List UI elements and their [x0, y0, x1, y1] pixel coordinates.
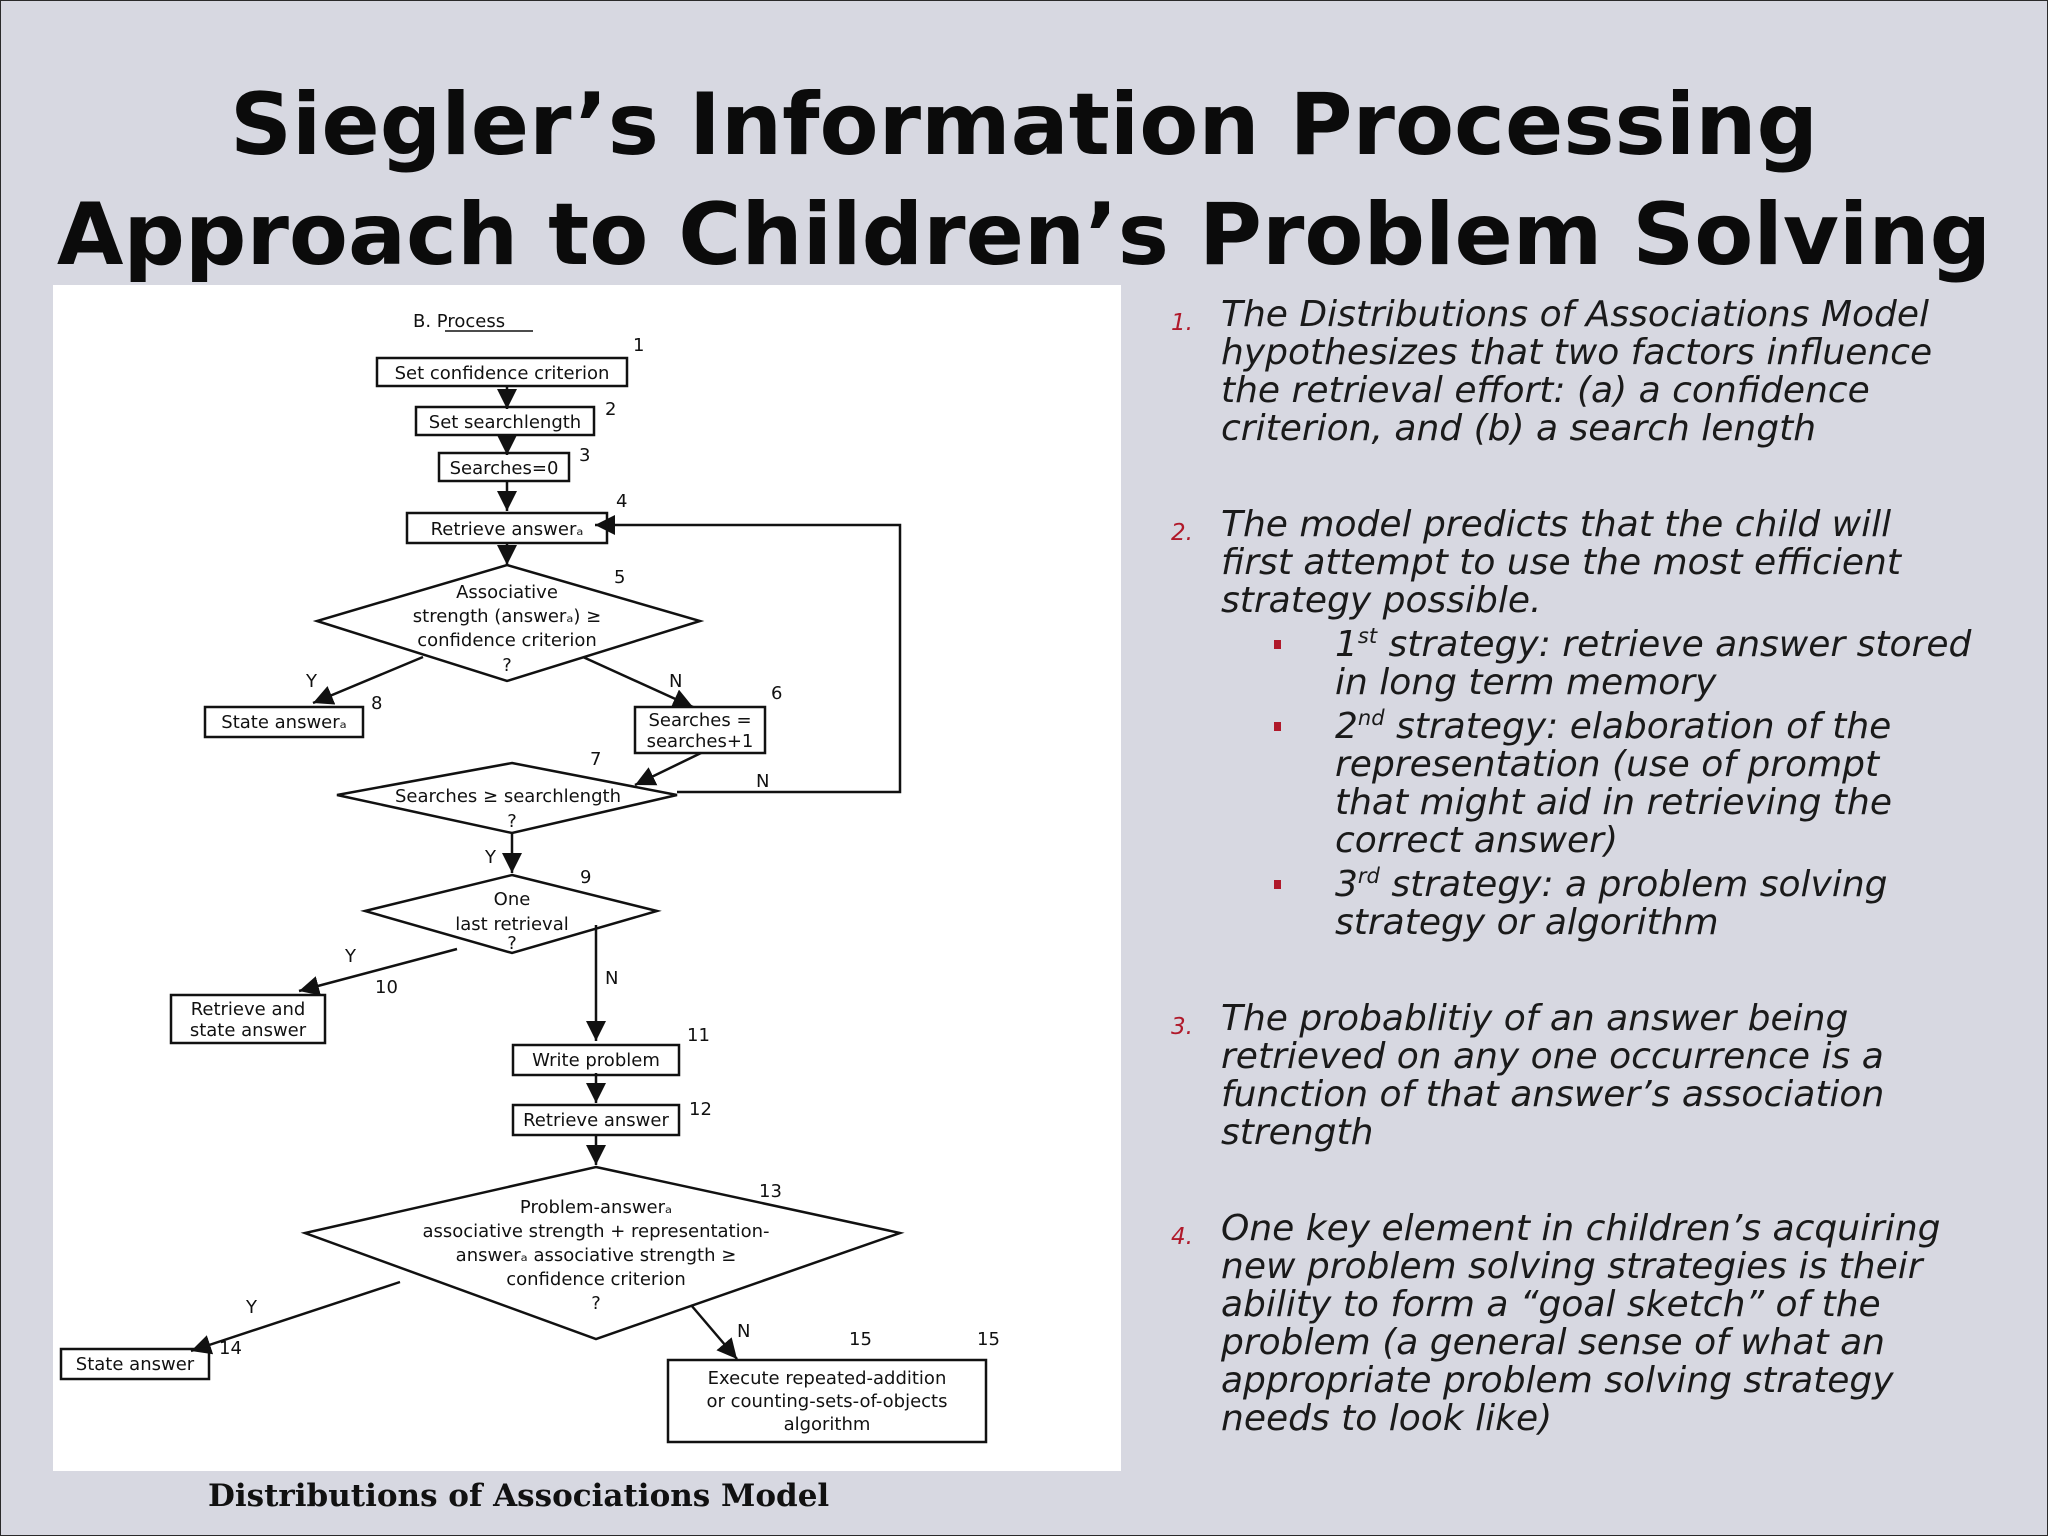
points-list	[1165, 296, 2005, 1438]
point-2	[1165, 506, 2005, 620]
strategy-1	[1165, 626, 2005, 702]
point-line: function of that answer’s association	[1221, 1074, 1885, 1115]
step-2-text: Set searchlength	[428, 412, 582, 433]
step-15-text-1: Execute repeated-addition	[707, 1368, 947, 1389]
point-line: criterion, and (b) a search length	[1221, 408, 1817, 449]
step-1-text: Set confidence criterion	[394, 363, 610, 384]
point-line: the retrieval effort: (a) a confidence	[1221, 370, 1870, 411]
step-13-text-3: answerₐ associative strength ≥	[455, 1245, 737, 1266]
strategy-line: that might aid in retrieving the	[1335, 782, 1892, 823]
point-line: appropriate problem solving strategy	[1221, 1360, 1894, 1401]
step-6-text-2: searches+1	[646, 731, 754, 752]
step-4-text: Retrieve answerₐ	[430, 519, 584, 540]
point-line: ability to form a “goal sketch” of the	[1221, 1284, 1881, 1325]
flowchart-figure	[53, 285, 1121, 1471]
strategy-line: strategy or algorithm	[1335, 902, 1719, 943]
step-8-text: State answerₐ	[221, 712, 347, 733]
point-line: new problem solving strategies is their	[1221, 1246, 1923, 1287]
step-13-text-1: Problem-answerₐ	[519, 1197, 673, 1218]
point-line: hypothesizes that two factors influence	[1221, 332, 1933, 373]
step-13-question: ?	[591, 1293, 601, 1314]
step-number-5: 5	[614, 567, 626, 588]
label-9-yes: Y	[345, 946, 356, 967]
figure-caption: Distributions of Associations Model	[208, 1478, 830, 1514]
connector-5-8	[313, 657, 423, 703]
point-4	[1165, 1210, 2005, 1438]
label-7-yes: Y	[485, 847, 496, 868]
label-13-yes: Y	[246, 1297, 257, 1318]
step-number-2: 2	[605, 399, 617, 420]
step-number-14: 14	[219, 1338, 242, 1359]
step-15-text-2: or counting-sets-of-objects	[706, 1391, 948, 1412]
point-line: The model predicts that the child will	[1221, 504, 1892, 545]
step-number-15a: 15	[849, 1329, 872, 1350]
label-13-no: N	[737, 1321, 751, 1342]
strategy-2	[1165, 708, 2005, 860]
strategy-line: 3rd strategy: a problem solving	[1335, 864, 1888, 905]
step-9-text-1: One	[493, 889, 531, 910]
label-9-no: N	[605, 968, 619, 989]
point-line: strength	[1221, 1112, 1374, 1153]
point-number: 1.	[1171, 310, 1193, 336]
connector-13-15	[691, 1305, 737, 1359]
step-number-4: 4	[616, 491, 628, 512]
label-5-no: N	[669, 671, 683, 692]
title-line-2: Approach to Children’s Problem Solving	[56, 185, 1992, 285]
step-9-text-2: last retrieval	[455, 914, 569, 935]
bullet-square	[1274, 880, 1281, 889]
step-number-13: 13	[759, 1181, 782, 1202]
label-5-yes: Y	[306, 671, 317, 692]
connector-6-7	[635, 753, 701, 785]
step-number-10: 10	[375, 977, 398, 998]
title-line-1: Siegler’s Information Processing	[229, 75, 1819, 175]
step-12-text: Retrieve answer	[523, 1110, 669, 1131]
step-10-text-1: Retrieve and	[190, 999, 306, 1020]
flowchart-svg	[53, 285, 1121, 1471]
step-number-15b: 15	[977, 1329, 1000, 1350]
step-6-text-1: Searches =	[648, 710, 752, 731]
strategy-line: representation (use of prompt	[1335, 744, 1880, 785]
step-11-text: Write problem	[532, 1050, 660, 1071]
step-5-text-2: strength (answerₐ) ≥	[412, 606, 602, 627]
step-3-text: Searches=0	[449, 458, 559, 479]
step-number-1: 1	[633, 335, 645, 356]
point-line: One key element in children’s acquiring	[1221, 1208, 1941, 1249]
step-7-question: ?	[507, 811, 517, 832]
step-number-11: 11	[687, 1025, 710, 1046]
flowchart-section-label: B. Process	[413, 311, 506, 332]
point-line: The probablitiy of an answer being	[1221, 998, 1849, 1039]
point-number: 4.	[1171, 1224, 1193, 1250]
step-13-text-4: confidence criterion	[506, 1269, 686, 1290]
step-5-text-1: Associative	[456, 582, 558, 603]
step-number-9: 9	[580, 867, 592, 888]
strategy-line: correct answer)	[1335, 820, 1618, 861]
point-number: 2.	[1171, 520, 1193, 546]
step-9-question: ?	[507, 933, 517, 954]
point-line: retrieved on any one occurrence is a	[1221, 1036, 1884, 1077]
point-1	[1165, 296, 2005, 448]
point-line: The Distributions of Associations Model	[1221, 294, 1930, 335]
step-15-text-3: algorithm	[783, 1414, 871, 1435]
step-number-6: 6	[771, 683, 783, 704]
point-line: needs to look like)	[1221, 1398, 1553, 1439]
bullet-square	[1274, 640, 1281, 649]
step-number-8: 8	[371, 693, 383, 714]
label-7-no: N	[756, 771, 770, 792]
point-line: first attempt to use the most efficient	[1221, 542, 1901, 583]
strategy-3	[1165, 866, 2005, 942]
step-13-text-2: associative strength + representation-	[422, 1221, 770, 1242]
step-number-3: 3	[579, 445, 591, 466]
point-number: 3.	[1171, 1014, 1193, 1040]
bullet-square	[1274, 722, 1281, 731]
strategy-line: 1st strategy: retrieve answer stored	[1335, 624, 1972, 665]
point-line: problem (a general sense of what an	[1221, 1322, 1885, 1363]
slide-title	[0, 70, 2048, 290]
step-5-text-3: confidence criterion	[417, 630, 597, 651]
step-number-7: 7	[590, 749, 602, 770]
strategy-line: 2nd strategy: elaboration of the	[1335, 706, 1892, 747]
step-5-question: ?	[502, 655, 512, 676]
step-14-text: State answer	[75, 1354, 195, 1375]
point-line: strategy possible.	[1221, 580, 1542, 621]
step-number-12: 12	[689, 1099, 712, 1120]
point-3	[1165, 1000, 2005, 1152]
step-10-text-2: state answer	[189, 1020, 307, 1041]
strategy-line: in long term memory	[1335, 662, 1717, 703]
step-7-text: Searches ≥ searchlength	[395, 786, 621, 807]
